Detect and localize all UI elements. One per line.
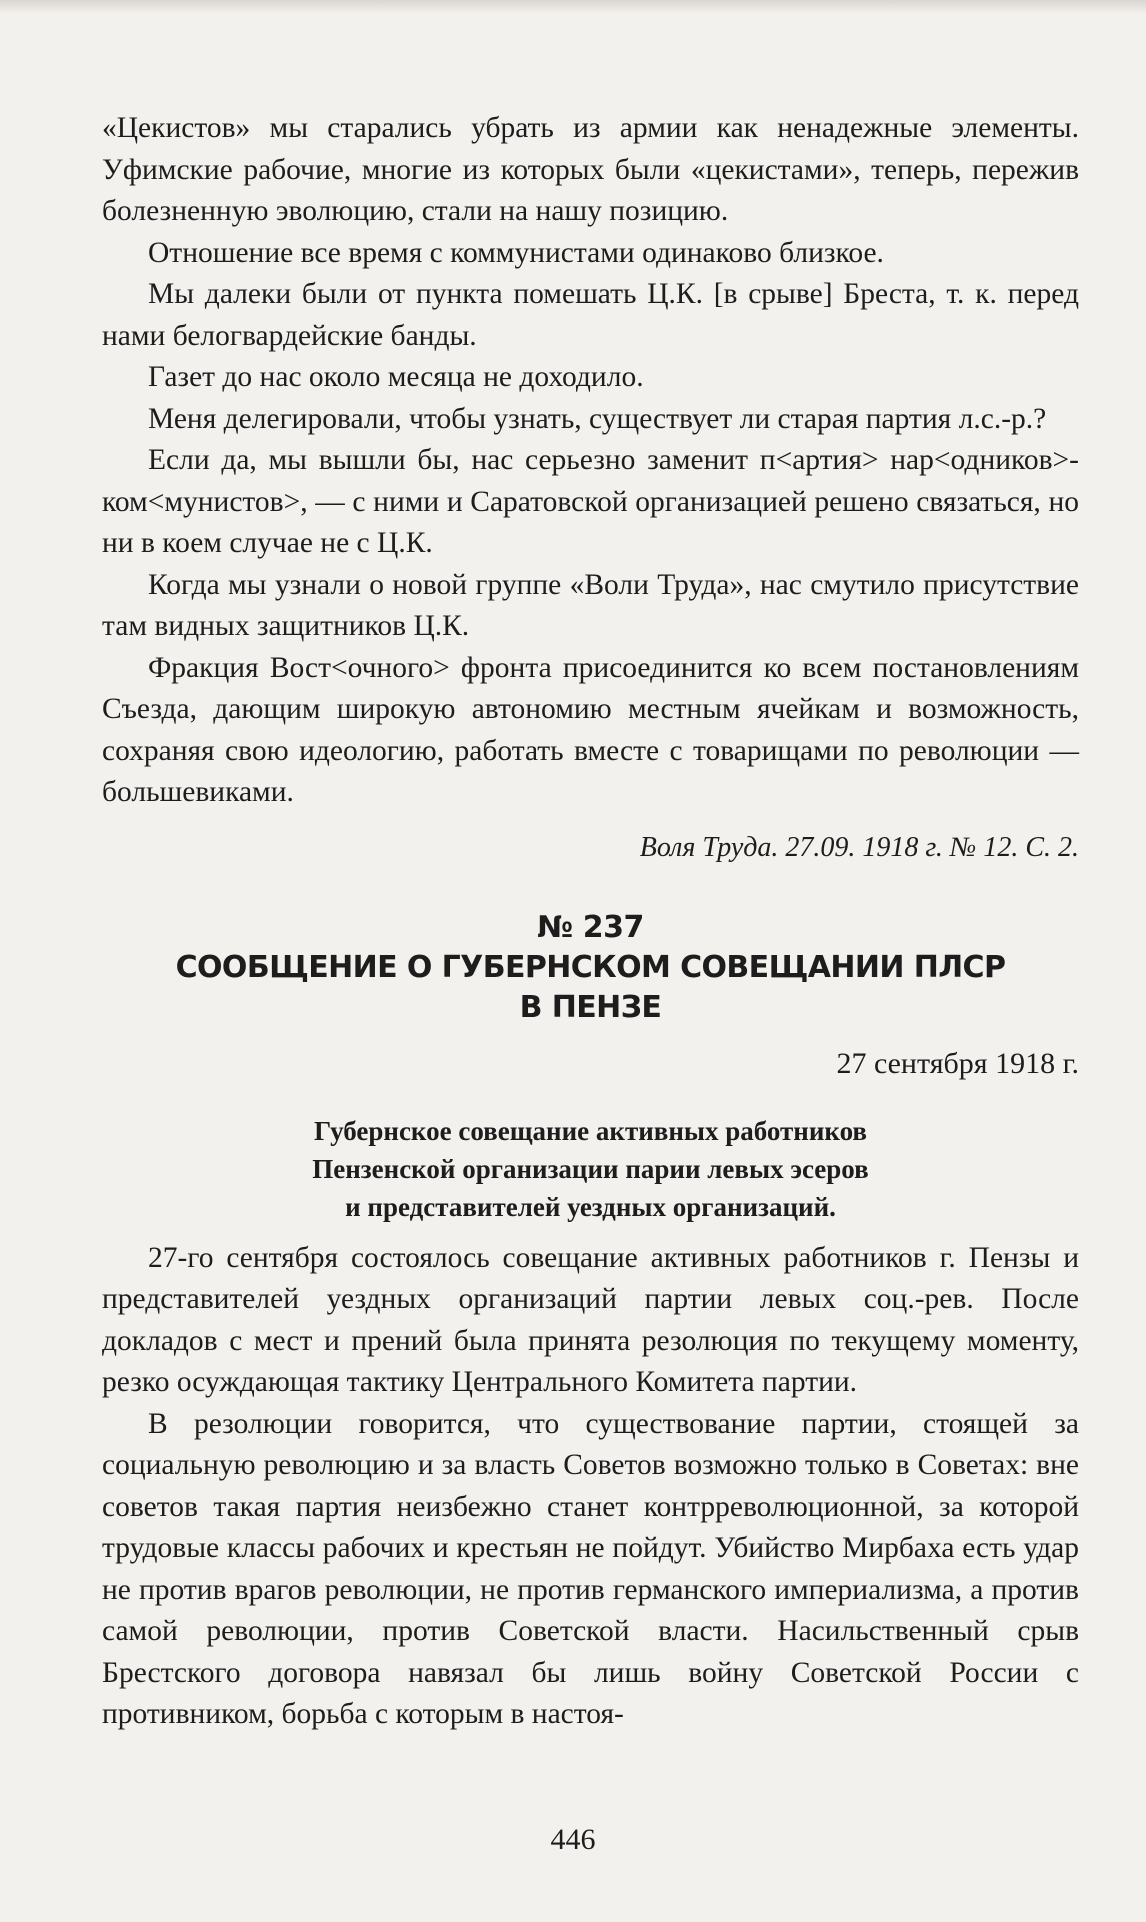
paragraph: «Цекистов» мы старались убрать из армии как ненадежные элементы. Уфимские рабочие, многие из которых были «цекистами», теперь, пережив болезненную эволюцию, стали на нашу позицию. bbox=[102, 112, 1079, 227]
paragraph: Отношение все время с коммунистами одинаково близкое. bbox=[148, 236, 884, 269]
paragraph: Меня делегировали, чтобы узнать, существует ли старая партия л.с.-р.? bbox=[148, 402, 1047, 435]
document-date: 27 сентября 1918 г. bbox=[836, 1046, 1079, 1080]
page-number: 446 bbox=[550, 1823, 596, 1856]
page-top-edge bbox=[0, 0, 1146, 14]
paragraph: Газет до нас около месяца не доходило. bbox=[148, 361, 644, 393]
document-title-line-1: СООБЩЕНИЕ О ГУБЕРНСКОМ СОВЕЩАНИИ ПЛСР bbox=[175, 949, 1006, 985]
paragraph: Если да, мы вышли бы, нас серьезно заменит п<артия> нар<одников>-ком<мунистов>, — с ними и Саратовской организацией решено связаться, но ни в коем случае не с Ц.К. bbox=[102, 444, 1079, 559]
document-title-line-2: В ПЕНЗЕ bbox=[519, 989, 662, 1025]
paragraphs-after bbox=[102, 1238, 1079, 1736]
subheading-line-1: Губернское совещание активных работников bbox=[313, 1115, 868, 1146]
paragraph: Фракция Вост<очного> фронта присоединится ко всем постановлениям Съезда, дающим широкую автономию местным ячейкам и возможность, сохраняя свою идеологию, работать вместе с товарищами по революции — большевиками. bbox=[102, 651, 1079, 808]
paragraph: В резолюции говорится, что существование партии, стоящей за социальную революцию и за власть Советов возможно только в Советах: вне советов такая партия неизбежно станет контрреволюционной, за которой трудовые классы рабочих и крестьян не пойдут. Убийство Мирбаха есть удар не против врагов революции, не против германского империализма, а против самой революции, против Советской власти. Насильственный срыв Брестского договора навязал бы лишь войну Советской России с противником, борьба с которым в настоя- bbox=[102, 1407, 1079, 1730]
paragraph: Мы далеки были от пункта помешать Ц.К. [в срыве] Бреста, т. к. перед нами белогвардейские банды. bbox=[102, 278, 1079, 352]
paragraph: 27-го сентября состоялось совещание активных работников г. Пензы и представителей уездных организаций партии левых соц.-рев. После докладов с мест и прений была принята резолюция по текущему моменту, резко осуждающая тактику Центрального Комитета партии. bbox=[102, 1241, 1079, 1398]
document-number: № 237 bbox=[537, 909, 644, 945]
document-page bbox=[102, 108, 1079, 1736]
subheading bbox=[102, 1112, 1079, 1226]
paragraph: Когда мы узнали о новой группе «Воли Труда», нас смутило присутствие там видных защитников Ц.К. bbox=[102, 568, 1079, 642]
source-citation: Воля Труда. 27.09. 1918 г. № 12. С. 2. bbox=[639, 831, 1079, 863]
subheading-line-3: и представителей уездных организаций. bbox=[345, 1191, 836, 1222]
subheading-line-2: Пензенской организации парии левых эсеров bbox=[312, 1153, 869, 1184]
paragraphs-before bbox=[102, 108, 1079, 814]
